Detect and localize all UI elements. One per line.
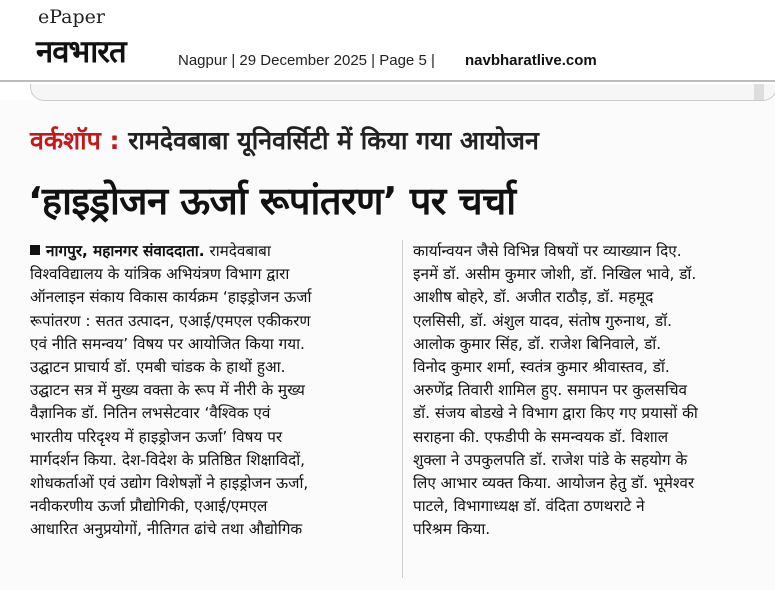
header-divider (0, 80, 775, 82)
kicker-label: वर्कशॉप : (30, 126, 120, 155)
article-line: अरुणेंद्र तिवारी शामिल हुए. समापन पर कुलसचिव (413, 381, 688, 400)
article-line: मार्गदर्शन किया. देश-विदेश के प्रतिष्ठित शिक्षाविदों, (30, 450, 306, 469)
edition-meta: Nagpur | 29 December 2025 | Page 5 | (178, 52, 435, 69)
article-line: कार्यान्वयन जैसे विभिन्न विषयों पर व्याख्यान दिए. (413, 242, 682, 260)
article-kicker (30, 123, 539, 157)
kicker-text: रामदेवबाबा यूनिवर्सिटी में किया गया आयोजन (128, 126, 539, 155)
bullet-icon (30, 245, 40, 255)
article-line: विश्वविद्यालय के यांत्रिक अभियंत्रण विभाग द्वारा (30, 265, 290, 284)
article-line: लिए आभार व्यक्त किया. आयोजन हेतु डॉ. भूमेश्वर (413, 474, 695, 493)
article-line: ऑनलाइन संकाय विकास कार्यक्रम ‘हाइड्रोजन ऊर्जा (30, 288, 312, 307)
article-line: शोधकर्ताओं एवं उद्योग विशेषज्ञों ने हाइड्रोजन ऊर्जा, (30, 474, 309, 493)
page-curl (30, 84, 775, 101)
article-line: उद्घाटन सत्र में मुख्य वक्ता के रूप में नीरी के मुख्य (30, 381, 305, 400)
epaper-header (0, 0, 775, 84)
article-headline: ‘हाइड्रोजन ऊर्जा रूपांतरण’ पर चर्चा (28, 179, 516, 223)
article-line: एलसिसी, डॉ. अंशुल यादव, संतोष गुरुनाथ, डॉ. (413, 311, 672, 330)
article-line (30, 240, 392, 263)
curl-mark (754, 84, 764, 100)
column-divider (402, 240, 403, 578)
article-line: भारतीय परिदृश्य में हाइड्रोजन ऊर्जा’ विषय पर (30, 427, 283, 446)
article-line: इनमें डॉ. असीम कुमार जोशी, डॉ. निखिल भावे, डॉ. (413, 265, 697, 284)
article-column-right (413, 240, 771, 542)
article-line: उद्घाटन प्राचार्य डॉ. एमबी चांडक के हाथों हुआ. (30, 358, 286, 377)
article-line: शुक्ला ने उपकुलपति डॉ. राजेश पांडे के सहयोग के (413, 450, 688, 469)
article-line: परिश्रम किया. (413, 520, 491, 539)
article-line: वैज्ञानिक डॉ. नितिन लभसेटवार ‘वैश्विक एवं (30, 404, 271, 423)
website-link[interactable]: navbharatlive.com (465, 52, 597, 69)
article-line: सराहना की. एफडीपी के समन्वयक डॉ. विशाल (413, 427, 669, 446)
article-line: विनोद कुमार शर्मा, स्वतंत्र कुमार श्रीवास्तव, डॉ. (413, 358, 670, 377)
article-line: नवीकरणीय ऊर्जा प्रौद्योगिकी, एआई/एमएल (30, 497, 268, 516)
dateline: नागपुर, महानगर संवाददाता. (46, 242, 205, 260)
epaper-label: ePaper (38, 6, 105, 28)
article-line: डॉ. संजय बोडखे ने विभाग द्वारा किए गए प्रयासों की (413, 404, 698, 423)
article-line: पाटले, विभागाध्यक्ष डॉ. वंदिता ठणथराटे ने (413, 497, 645, 516)
article-line: एवं नीति समन्वय’ विषय पर आयोजित किया गया. (30, 334, 305, 353)
article-line: आलोक कुमार सिंह, डॉ. राजेश बिनिवाले, डॉ. (413, 334, 662, 353)
article-column-left (30, 240, 392, 542)
brand-logo: नवभारत (36, 34, 126, 70)
article-line: रूपांतरण : सतत उत्पादन, एआई/एमएल एकीकरण (30, 311, 311, 330)
article-line: आशीष बोहरे, डॉ. अजीत राठौड़, डॉ. महमूद (413, 288, 654, 307)
first-line-rest: रामदेवबाबा (204, 242, 271, 260)
article-line: आधारित अनुप्रयोगों, नीतिगत ढांचे तथा औद्योगिक (30, 520, 303, 539)
